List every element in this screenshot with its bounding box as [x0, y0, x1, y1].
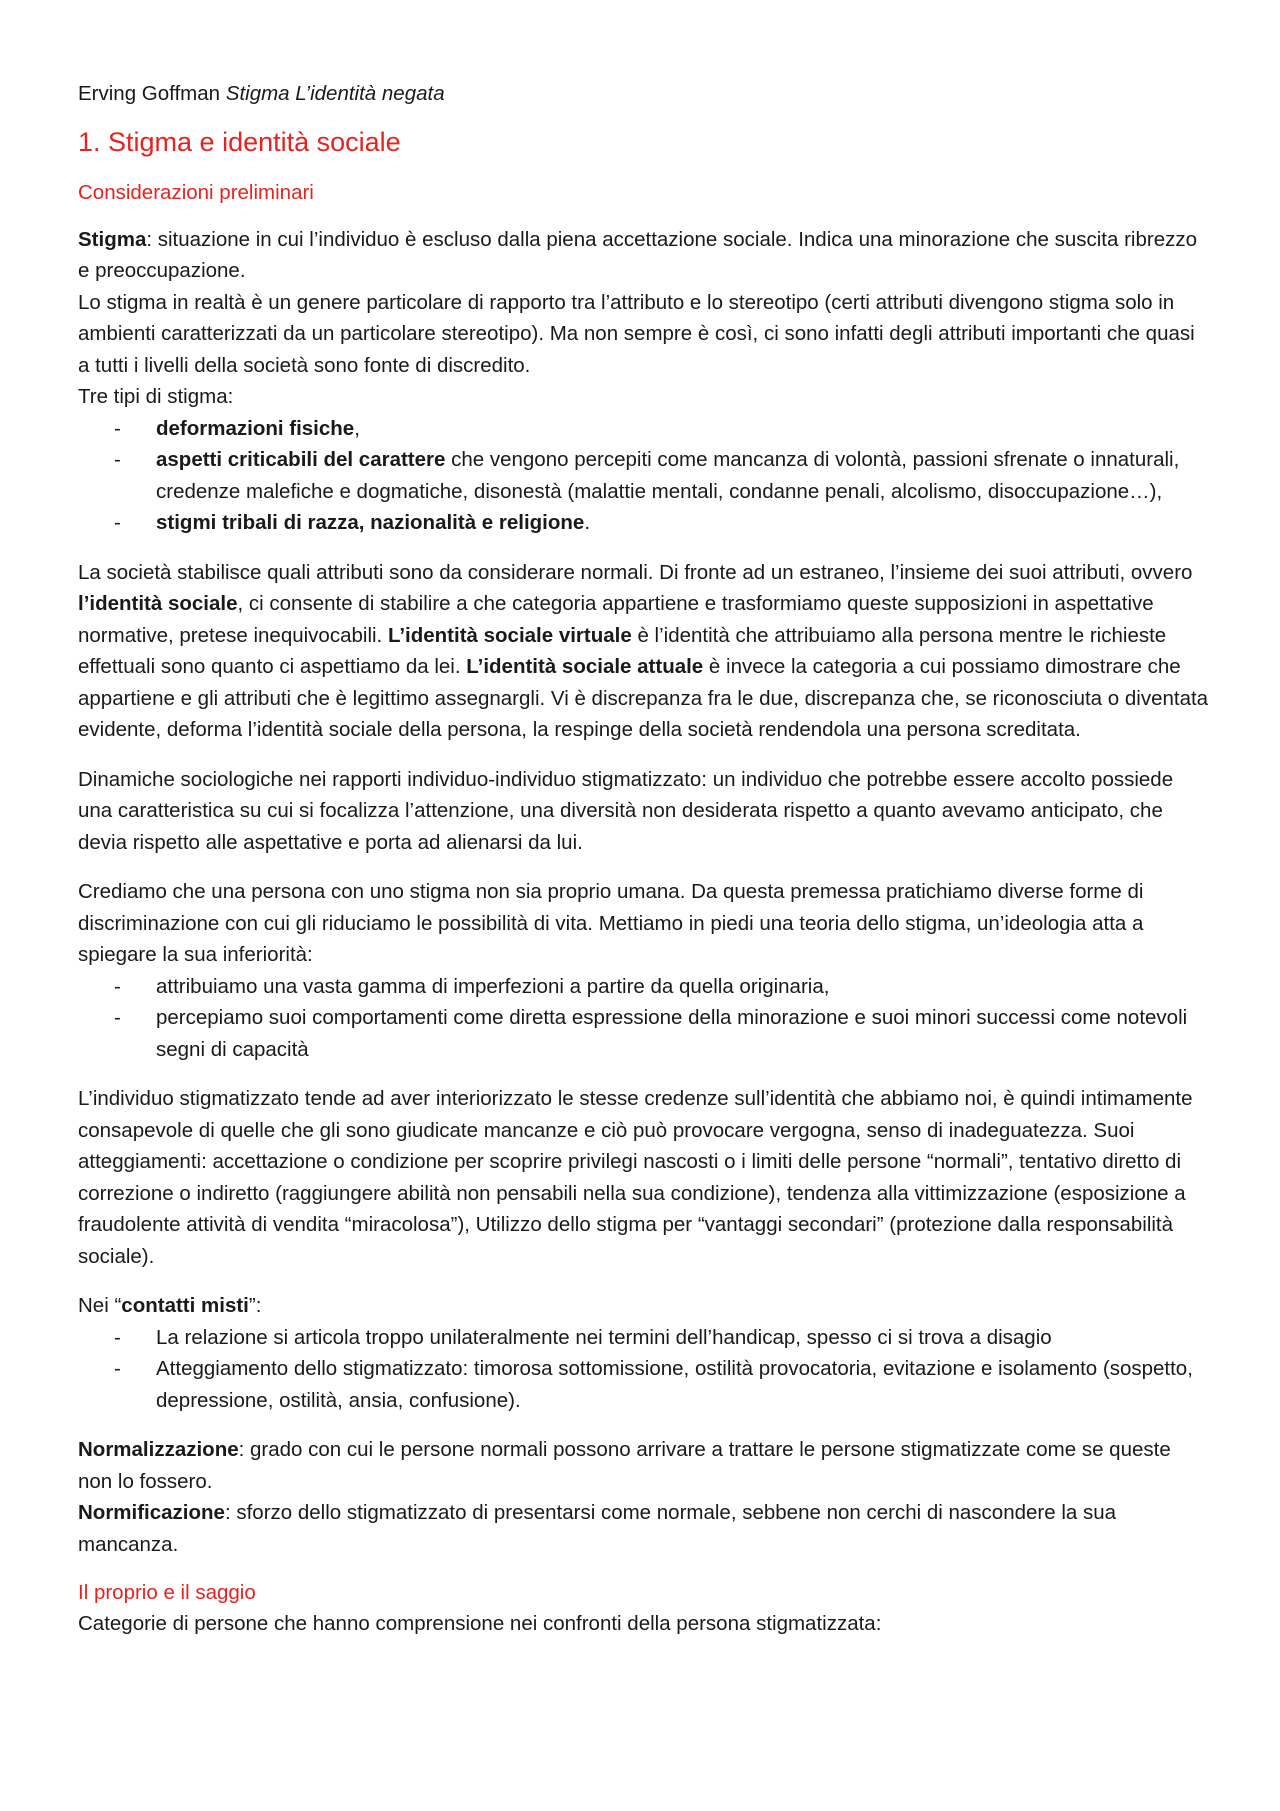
author-name: Erving Goffman	[78, 82, 221, 105]
document-header	[78, 78, 1210, 110]
stigma-types-list	[78, 413, 1210, 539]
list-item: - deformazioni fisiche,	[156, 413, 1210, 445]
list-item: - Atteggiamento dello stigmatizzato: timorosa sottomissione, ostilità provocatoria, evitazione e isolamento (sospetto, depressione, ostilità, ansia, confusione).	[156, 1353, 1210, 1416]
stigmatized-individual-paragraph: L’individuo stigmatizzato tende ad aver interiorizzato le stesse credenze sull’identità che abbiamo noi, è quindi intimamente consapevole di quelle che gli sono giudicate mancanze e ciò può provocare vergogna, senso di inadeguatezza. Suoi atteggiamenti: accettazione o condizione per scoprire privilegi nascosti o i limiti delle persone “normali”, tentativo diretto di correzione o indiretto (raggiungere abilità non pensabili nella sua condizione), tendenza alla vittimizzazione (esposizione a fraudolente attività di vendita “miracolosa”), Utilizzo dello stigma per “vantaggi secondari” (protezione dalla responsabilità sociale).	[78, 1087, 1193, 1268]
normification-definition: Normificazione: sforzo dello stigmatizzato di presentarsi come normale, sebbene non cerchi di nascondere la sua mancanza.	[78, 1501, 1117, 1556]
stigma-relation-paragraph: Lo stigma in realtà è un genere particolare di rapporto tra l’attributo e lo stereotipo (certi attributi divengono stigma solo in ambienti caratterizzati da un particolare stereotipo). Ma non sempre è così, ci sono infatti degli attributi importanti che quasi a tutti i livelli della società sono fonte di discredito.	[78, 290, 1195, 377]
mixed-contacts-list	[78, 1322, 1210, 1417]
list-item: - attribuiamo una vasta gamma di imperfezioni a partire da quella originaria,	[156, 971, 1210, 1003]
section-heading-considerazioni: Considerazioni preliminari	[78, 180, 314, 204]
book-title: Stigma L’identità negata	[225, 82, 445, 105]
belief-paragraph: Crediamo che una persona con uno stigma non sia proprio umana. Da questa premessa pratichiamo diverse forme di discriminazione con cui gli riduciamo le possibilità di vita. Mettiamo in piedi una teoria dello stigma, un’ideologia atta a spiegare la sua inferiorità:	[78, 880, 1144, 966]
dynamics-paragraph: Dinamiche sociologiche nei rapporti individuo-individuo stigmatizzato: un individuo che potrebbe essere accolto possiede una caratteristica su cui si focalizza l’attenzione, una diversità non desiderata rispetto a quanto avevamo anticipato, che devia rispetto alle aspettative e porta ad alienarsi da lui.	[78, 767, 1174, 854]
list-item: - percepiamo suoi comportamenti come diretta espressione della minorazione e suoi minori successi come notevoli segni di capacità	[156, 1002, 1210, 1065]
stigma-types-intro: Tre tipi di stigma:	[78, 385, 234, 408]
stigma-definition: Stigma: situazione in cui l’individuo è escluso dalla piena accettazione sociale. Indica una minorazione che suscita ribrezzo e preoccupazione.	[78, 227, 1198, 282]
mixed-contacts-intro: Nei “contatti misti”:	[78, 1294, 262, 1317]
belief-list	[78, 971, 1210, 1066]
chapter-title: 1. Stigma e identità sociale	[78, 126, 401, 157]
section-heading-proprio-saggio: Il proprio e il saggio	[78, 1581, 256, 1604]
normalization-definition: Normalizzazione: grado con cui le persone normali possono arrivare a trattare le persone stigmatizzate come se queste non lo fossero.	[78, 1438, 1171, 1493]
list-item: - La relazione si articola troppo unilateralmente nei termini dell’handicap, spesso ci si trova a disagio	[156, 1322, 1210, 1354]
section2-intro: Categorie di persone che hanno comprensione nei confronti della persona stigmatizzata:	[78, 1612, 882, 1635]
social-identity-paragraph: La società stabilisce quali attributi sono da considerare normali. Di fronte ad un estraneo, l’insieme dei suoi attributi, ovvero l’identità sociale, ci consente di stabilire a che categoria appartiene e trasformiamo queste supposizioni in aspettative normative, pretese inequivocabili. L’identità sociale virtuale è l’identità che attribuiamo alla persona mentre le richieste effettuali sono quanto ci aspettiamo da lei. L’identità sociale attuale è invece la categoria a cui possiamo dimostrare che appartiene e gli attributi che è legittimo assegnargli. Vi è discrepanza fra le due, discrepanza che, se riconosciuta o diventata evidente, deforma l’identità sociale della persona, la respinge della società rendendola una persona screditata.	[78, 560, 1209, 741]
list-item: - stigmi tribali di razza, nazionalità e religione.	[156, 507, 1210, 539]
stigma-term: Stigma	[78, 227, 147, 251]
list-item: - aspetti criticabili del carattere che vengono percepiti come mancanza di volontà, passioni sfrenate o innaturali, credenze malefiche e dogmatiche, disonestà (malattie mentali, condanne penali, alcolismo, disoccupazione…),	[156, 444, 1210, 507]
